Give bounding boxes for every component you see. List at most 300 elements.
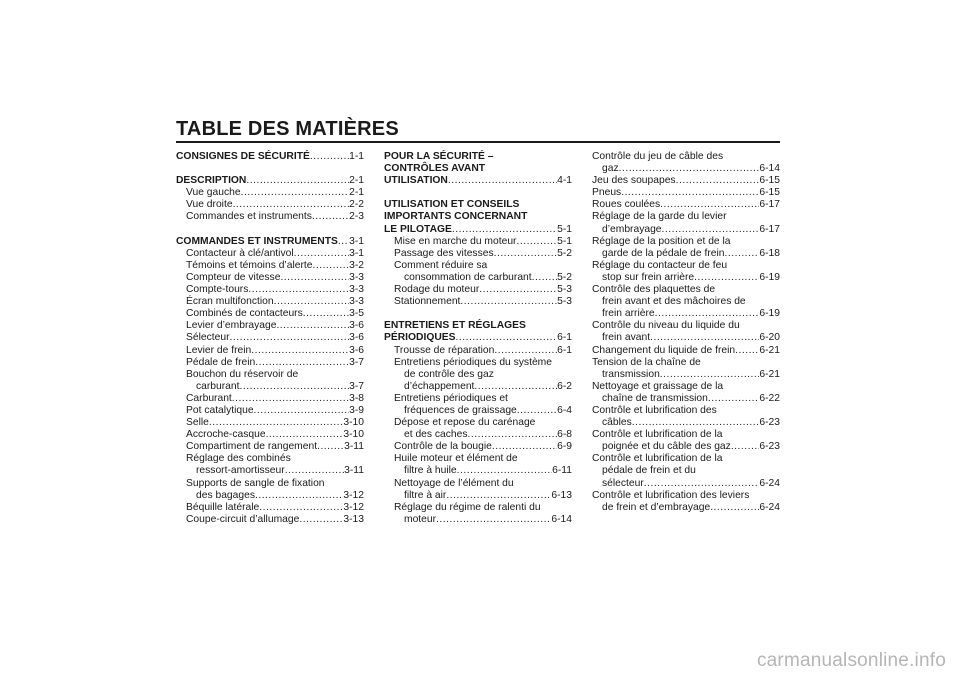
toc-entry-page: 3-3 [349, 284, 364, 296]
toc-entry[interactable] [592, 211, 780, 223]
toc-entry-title: CONSIGNES DE SÉCURITÉ [176, 151, 310, 162]
toc-entry[interactable] [592, 429, 780, 441]
toc-leader-dots [452, 224, 557, 236]
toc-leader-dots [209, 417, 343, 429]
toc-entry[interactable] [384, 175, 572, 187]
toc-entry-title: filtre à huile [404, 465, 457, 477]
toc-entry-page: 6-14 [759, 163, 780, 175]
toc-leader-dots [299, 514, 343, 526]
toc-entry-page: 3-3 [349, 271, 364, 283]
toc-entry[interactable] [592, 381, 780, 393]
toc-entry-title: Sélecteur [186, 332, 230, 344]
toc-entry-title: Contrôle de la bougie [394, 441, 492, 453]
toc-entry-title: Stationnement [394, 296, 461, 308]
toc-entry-page: 1-1 [349, 151, 364, 162]
toc-entry-page: 3-7 [349, 356, 364, 368]
toc-entry[interactable] [592, 453, 780, 465]
toc-entry-title: Nettoyage de l’élément du [394, 477, 514, 489]
toc-entry[interactable] [176, 405, 364, 417]
toc-entry[interactable] [592, 151, 780, 163]
toc-entry-page: 6-19 [759, 271, 780, 283]
toc-leader-dots [746, 296, 780, 308]
toc-entry-page: 5-3 [557, 284, 572, 296]
toc-entry-page: 3-7 [349, 380, 364, 392]
toc-leader-dots [274, 296, 350, 308]
toc-entry[interactable] [592, 175, 780, 187]
toc-leader-dots [325, 478, 364, 490]
toc-entry[interactable] [592, 393, 780, 405]
toc-entry[interactable] [592, 490, 780, 502]
toc-entry[interactable] [384, 369, 572, 381]
toc-entry[interactable] [592, 272, 780, 284]
toc-entry[interactable] [384, 465, 572, 477]
toc-entry-title: Compte-tours [186, 284, 249, 296]
toc-entry-page: 3-10 [343, 429, 364, 441]
toc-entry[interactable] [592, 163, 780, 175]
toc-entry-page: 5-2 [557, 271, 572, 283]
toc-leader-dots [731, 441, 760, 453]
toc-leader-dots [516, 236, 557, 248]
toc-entry[interactable] [592, 357, 780, 369]
toc-leader-dots [518, 453, 572, 465]
toc-leader-dots [446, 490, 551, 502]
toc-entry[interactable] [592, 284, 780, 296]
toc-leader-dots [479, 284, 557, 296]
toc-entry-title: Mise en marche du moteur [394, 235, 517, 247]
toc-entry[interactable] [592, 236, 780, 248]
toc-entry-title: Roues coulées [592, 199, 661, 211]
toc-entry[interactable] [384, 211, 572, 223]
toc-entry[interactable] [176, 308, 364, 320]
toc-entry-page: 6-24 [759, 477, 780, 489]
toc-entry-title: Pot catalytique [186, 404, 254, 416]
toc-leader-dots [552, 357, 572, 369]
toc-entry-title: Bouchon du réservoir de [186, 368, 299, 380]
toc-leader-dots [492, 441, 557, 453]
toc-leader-dots [532, 272, 557, 284]
toc-entry-title: Vue gauche [186, 187, 241, 199]
toc-entry[interactable] [384, 320, 572, 332]
toc-entry[interactable] [592, 260, 780, 272]
toc-entry-page: 3-11 [344, 465, 364, 477]
toc-entry-title: Contacteur à clé/antivol [186, 247, 294, 259]
toc-entry[interactable] [176, 211, 364, 223]
toc-leader-dots [621, 187, 759, 199]
toc-entry[interactable] [176, 514, 364, 526]
toc-leader-dots [710, 502, 759, 514]
toc-entry-title: Supports de sangle de fixation [186, 477, 325, 489]
toc-leader-dots [650, 332, 759, 344]
toc-entry-title: Réglage du contacteur de feu [592, 259, 728, 271]
toc-entry[interactable] [176, 417, 364, 429]
toc-entry[interactable] [384, 381, 572, 393]
toc-entry-title: d’embrayage [602, 223, 662, 235]
toc-entry[interactable] [176, 332, 364, 344]
toc-entry[interactable] [384, 429, 572, 441]
toc-entry[interactable] [176, 465, 364, 477]
toc-leader-dots [723, 151, 780, 163]
toc-entry[interactable] [176, 369, 364, 381]
toc-entry-title: gaz [602, 163, 619, 175]
toc-entry[interactable] [592, 248, 780, 260]
toc-entry[interactable] [176, 320, 364, 332]
toc-entry-title: Contrôle du jeu de câble des [592, 151, 724, 162]
toc-entry-page: 2-2 [349, 199, 364, 211]
toc-leader-dots [694, 272, 759, 284]
toc-entry[interactable] [592, 199, 780, 211]
toc-entry[interactable] [176, 284, 364, 296]
toc-entry[interactable] [176, 453, 364, 465]
toc-entry[interactable] [176, 199, 364, 211]
toc-leader-dots [280, 272, 349, 284]
toc-entry-page: 3-12 [343, 489, 364, 501]
toc-entry[interactable] [384, 163, 572, 175]
toc-entry-title: Béquille latérale [186, 501, 260, 513]
toc-entry[interactable] [384, 224, 572, 236]
toc-entry[interactable] [176, 490, 364, 502]
toc-entry-title: Nettoyage et graissage de la [592, 380, 724, 392]
toc-entry-page: 3-11 [344, 441, 364, 453]
toc-entry-page: 6-19 [759, 308, 780, 320]
toc-entry-title: stop sur frein arrière [602, 271, 695, 283]
toc-entry-page: 6-17 [759, 223, 780, 235]
toc-entry-title: ressort-amortisseur [196, 465, 285, 477]
toc-entry-title: d’échappement [404, 380, 475, 392]
toc-leader-dots [717, 405, 780, 417]
toc-entry-title: IMPORTANTS CONCERNANT [384, 211, 528, 223]
toc-entry[interactable] [176, 187, 364, 199]
toc-entry-title: UTILISATION ET CONSEILS [384, 199, 520, 211]
toc-leader-dots [723, 381, 780, 393]
toc-entry[interactable] [384, 248, 572, 260]
toc-entry-title: POUR LA SÉCURITÉ – [384, 151, 494, 162]
toc-entry-title: Carburant [186, 392, 232, 404]
toc-entry[interactable] [384, 345, 572, 357]
toc-entry-page: 2-3 [349, 211, 364, 223]
toc-leader-dots [276, 320, 349, 332]
toc-entry-page: 6-11 [552, 465, 572, 477]
toc-entry[interactable] [176, 272, 364, 284]
toc-entry-page: 6-21 [759, 344, 780, 356]
toc-entry[interactable] [592, 369, 780, 381]
toc-column-1 [176, 151, 364, 526]
toc-leader-dots [291, 453, 364, 465]
toc-leader-dots [294, 248, 350, 260]
toc-entry-title: Réglage du régime de ralenti du [394, 501, 541, 513]
toc-entry[interactable] [384, 417, 572, 429]
toc-leader-dots [619, 163, 760, 175]
toc-entry-page: 3-12 [343, 501, 364, 513]
toc-entry[interactable] [176, 357, 364, 369]
toc-entry-title: filtre à air [404, 489, 447, 501]
toc-entry[interactable] [176, 429, 364, 441]
toc-entry-title: ENTRETIENS ET RÉGLAGES [384, 320, 526, 332]
toc-entry[interactable] [176, 478, 364, 490]
toc-entry-title: Changement du liquide de frein [592, 344, 736, 356]
toc-entry-title: Contrôle du niveau du liquide du [592, 320, 740, 332]
toc-entry-title: UTILISATION [384, 175, 448, 187]
toc-entry-page: 6-18 [759, 247, 780, 259]
toc-leader-dots [727, 260, 780, 272]
toc-leader-dots [723, 429, 780, 441]
toc-leader-dots [494, 248, 558, 260]
toc-entry-title: poignée et du câble des gaz [602, 441, 731, 453]
toc-entry-title: des bagages [196, 489, 255, 501]
toc-entry-page: 2-1 [349, 187, 364, 199]
toc-entry[interactable] [384, 357, 572, 369]
toc-entry-title: Écran multifonction [186, 296, 274, 308]
toc-leader-dots [632, 417, 760, 429]
toc-entry[interactable] [384, 199, 572, 211]
toc-leader-dots [254, 405, 350, 417]
toc-entry-title: Réglage des combinés [186, 453, 291, 465]
toc-entry[interactable] [384, 393, 572, 405]
toc-entry[interactable] [384, 490, 572, 502]
toc-entry-title: consommation de carburant [404, 271, 532, 283]
toc-entry-page: 3-2 [349, 259, 364, 271]
toc-entry-page: 6-8 [557, 429, 572, 441]
toc-entry-title: Vue droite [186, 199, 233, 211]
toc-entry-title: DESCRIPTION [176, 175, 247, 187]
toc-leader-dots [251, 345, 349, 357]
toc-leader-dots [474, 381, 557, 393]
toc-entry-title: Pneus [592, 187, 622, 199]
toc-column-2 [384, 151, 572, 526]
toc-entry-title: Réglage de la position et de la [592, 235, 731, 247]
toc-entry[interactable] [592, 345, 780, 357]
toc-entry[interactable] [384, 151, 572, 163]
toc-entry-page: 5-2 [557, 247, 572, 259]
toc-leader-dots [232, 393, 349, 405]
toc-leader-dots [519, 199, 572, 211]
toc-entry[interactable] [592, 417, 780, 429]
toc-entry-title: COMMANDES ET INSTRUMENTS [176, 235, 338, 247]
toc-entry-page: 2-1 [349, 175, 364, 187]
toc-leader-dots [727, 211, 780, 223]
toc-entry-page: 3-6 [349, 320, 364, 332]
toc-entry-page: 6-23 [759, 441, 780, 453]
toc-entry-page: 6-15 [759, 175, 780, 187]
toc-entry[interactable] [176, 393, 364, 405]
toc-leader-dots [660, 199, 759, 211]
toc-column-3 [592, 151, 780, 514]
toc-leader-dots [266, 429, 344, 441]
toc-entry-page: 6-9 [557, 441, 572, 453]
toc-leader-dots [448, 175, 557, 187]
toc-leader-dots [230, 332, 350, 344]
toc-entry[interactable] [176, 296, 364, 308]
toc-leader-dots [259, 502, 343, 514]
toc-leader-dots [285, 465, 344, 477]
toc-entry-title: Compteur de vitesse [186, 271, 281, 283]
toc-entry[interactable] [592, 308, 780, 320]
toc-entry-page: 6-2 [557, 380, 572, 392]
toc-entry[interactable] [592, 320, 780, 332]
toc-entry-title: Jeu des soupapes [592, 175, 676, 187]
toc-leader-dots [246, 175, 349, 187]
toc-leader-dots [644, 478, 760, 490]
toc-leader-dots [312, 260, 349, 272]
toc-entry-title: garde de la pédale de frein [602, 247, 725, 259]
toc-leader-dots [494, 345, 557, 357]
toc-leader-dots [731, 236, 780, 248]
toc-leader-dots [696, 465, 780, 477]
toc-entry[interactable] [176, 502, 364, 514]
toc-leader-dots [535, 417, 572, 429]
toc-entry-title: fréquences de graissage [404, 404, 517, 416]
toc-entry-page: 3-6 [349, 344, 364, 356]
toc-entry-title: Levier de frein [186, 344, 252, 356]
toc-entry-title: chaîne de transmission [602, 392, 708, 404]
toc-entry[interactable] [176, 236, 364, 248]
toc-entry-page: 6-1 [557, 332, 572, 344]
toc-entry[interactable] [176, 260, 364, 272]
toc-entry-title: Passage des vitesses [394, 247, 494, 259]
toc-entry-page: 5-1 [557, 235, 572, 247]
toc-entry[interactable] [176, 381, 364, 393]
toc-entry-page: 6-15 [759, 187, 780, 199]
toc-leader-dots [662, 224, 760, 236]
toc-leader-dots [255, 357, 349, 369]
toc-entry[interactable] [592, 224, 780, 236]
toc-entry-title: Trousse de réparation [394, 344, 495, 356]
toc-entry-title: frein avant et des mâchoires de [602, 296, 746, 308]
toc-entry-title: Coupe-circuit d’allumage [186, 513, 300, 525]
toc-leader-dots [487, 260, 572, 272]
toc-leader-dots [655, 308, 760, 320]
toc-entry[interactable] [592, 405, 780, 417]
toc-entry[interactable] [384, 405, 572, 417]
toc-entry-page: 6-1 [557, 344, 572, 356]
toc-leader-dots [723, 453, 780, 465]
watermark: carmanualsonline.info [756, 650, 946, 671]
toc-entry-title: Contrôle et lubrification des [592, 404, 717, 416]
toc-entry-page: 3-13 [343, 513, 364, 525]
toc-entry[interactable] [176, 441, 364, 453]
toc-entry[interactable] [592, 332, 780, 344]
toc-entry[interactable] [384, 296, 572, 308]
toc-entry-title: Compartiment de rangement [186, 441, 318, 453]
toc-entry[interactable] [384, 260, 572, 272]
toc-leader-dots [701, 357, 780, 369]
toc-entry-page: 5-3 [557, 296, 572, 308]
toc-entry[interactable] [592, 465, 780, 477]
toc-entry-title: et des caches [404, 429, 468, 441]
title-rule [176, 141, 780, 143]
toc-leader-dots [749, 490, 780, 502]
toc-entry[interactable] [384, 478, 572, 490]
toc-entry[interactable] [592, 441, 780, 453]
toc-entry-title: câbles [602, 417, 632, 429]
toc-entry-title: Comment réduire sa [394, 259, 488, 271]
toc-entry-title: Selle [186, 417, 209, 429]
toc-entry-title: transmission [602, 368, 660, 380]
toc-leader-dots [526, 320, 572, 332]
toc-leader-dots [298, 369, 364, 381]
toc-entry-page: 3-1 [349, 235, 364, 247]
toc-entry-title: Levier d’embrayage [186, 320, 277, 332]
toc-entry[interactable] [384, 284, 572, 296]
toc-entry[interactable] [176, 151, 364, 163]
toc-leader-dots [493, 151, 572, 163]
toc-entry[interactable] [384, 453, 572, 465]
toc-leader-dots [312, 211, 349, 223]
toc-leader-dots [460, 296, 557, 308]
toc-entry-title: PÉRIODIQUES [384, 332, 456, 344]
toc-leader-dots [740, 320, 780, 332]
toc-entry-title: Entretiens périodiques du système [394, 356, 552, 368]
toc-entry[interactable] [592, 478, 780, 490]
toc-entry-page: 6-24 [759, 501, 780, 513]
toc-entry-title: Entretiens périodiques et [394, 392, 508, 404]
toc-leader-dots [233, 199, 350, 211]
toc-entry[interactable] [176, 175, 364, 187]
toc-entry[interactable] [592, 502, 780, 514]
toc-entry-title: Huile moteur et élément de [394, 453, 518, 465]
toc-leader-dots [310, 151, 349, 163]
toc-entry[interactable] [592, 296, 780, 308]
toc-leader-dots [255, 490, 343, 502]
toc-spacer [176, 224, 364, 236]
toc-leader-dots [708, 393, 760, 405]
toc-entry-page: 6-13 [551, 489, 572, 501]
toc-entry-page: 6-23 [759, 417, 780, 429]
toc-entry[interactable] [384, 502, 572, 514]
toc-entry-title: pédale de frein et du [602, 465, 696, 477]
toc-entry-title: Contrôle et lubrification des leviers [592, 489, 750, 501]
toc-spacer [176, 163, 364, 175]
toc-entry-title: Dépose et repose du carénage [394, 417, 536, 429]
toc-entry-page: 6-14 [551, 513, 572, 525]
toc-entry-title: Accroche-casque [186, 429, 266, 441]
toc-entry-title: sélecteur [602, 477, 644, 489]
toc-leader-dots [676, 175, 760, 187]
toc-entry-title: Rodage du moteur [394, 284, 480, 296]
toc-leader-dots [241, 187, 350, 199]
toc-leader-dots [715, 284, 780, 296]
toc-leader-dots [338, 236, 349, 248]
toc-entry[interactable] [384, 441, 572, 453]
toc-entry-title: Contrôle et lubrification de la [592, 429, 723, 441]
toc-entry[interactable] [384, 332, 572, 344]
toc-leader-dots [456, 332, 558, 344]
toc-leader-dots [457, 465, 552, 477]
toc-entry-page: 3-3 [349, 296, 364, 308]
toc-entry-title: Pédale de frein [186, 356, 256, 368]
toc-leader-dots [508, 393, 572, 405]
toc-entry-page: 3-10 [343, 417, 364, 429]
toc-entry-page: 6-21 [759, 368, 780, 380]
toc-entry[interactable] [384, 514, 572, 526]
toc-entry[interactable] [176, 248, 364, 260]
toc-leader-dots [468, 429, 558, 441]
toc-entry-title: Témoins et témoins d’alerte [186, 259, 313, 271]
toc-entry[interactable] [384, 272, 572, 284]
toc-entry-page: 3-8 [349, 392, 364, 404]
toc-entry-title: Tension de la chaîne de [592, 356, 701, 368]
toc-leader-dots [514, 478, 572, 490]
toc-entry-title: moteur [404, 513, 437, 525]
toc-entry[interactable] [592, 187, 780, 199]
toc-leader-dots [317, 441, 344, 453]
toc-entry[interactable] [176, 345, 364, 357]
toc-leader-dots [436, 514, 551, 526]
toc-entry-title: LE PILOTAGE [384, 223, 452, 235]
toc-entry-page: 6-22 [759, 392, 780, 404]
toc-entry-title: Contrôle et lubrification de la [592, 453, 723, 465]
toc-entry-title: Contrôle des plaquettes de [592, 284, 716, 296]
toc-entry[interactable] [384, 236, 572, 248]
